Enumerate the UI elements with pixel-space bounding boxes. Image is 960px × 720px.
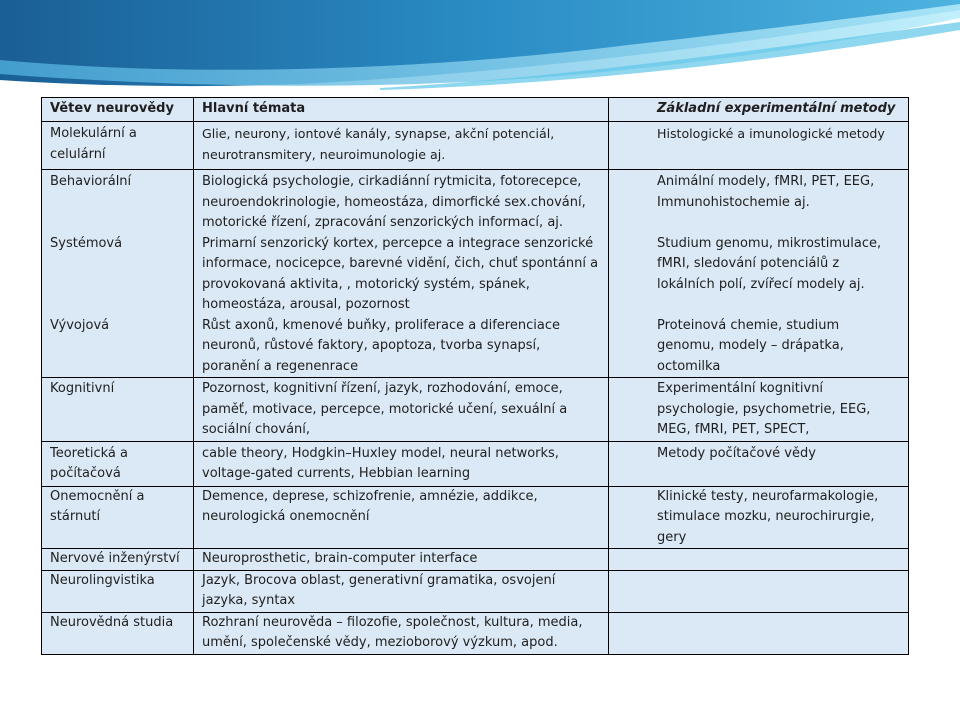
- topics-cell: Neuroprosthetic, brain-computer interface: [194, 549, 609, 571]
- topics-cell: Pozornost, kognitivní řízení, jazyk, rozhodování, emoce, paměť, motivace, percepce, motorické učení, sexuální a sociální chování,: [194, 378, 609, 442]
- methods-cell: Klinické testy, neurofarmakologie, stimulace mozku, neurochirurgie, gery: [609, 486, 909, 549]
- topics-cell: Demence, deprese, schizofrenie, amnézie, addikce, neurologická onemocnění: [194, 486, 609, 549]
- table-row: [42, 316, 909, 378]
- branch-cell: Onemocnění a stárnutí: [42, 486, 194, 549]
- topics-cell: Biologická psychologie, cirkadiánní rytmicita, fotorecepce, neuroendokrinologie, homeostáza, dimorfické sex.chování, motorické řízení, zpracování senzorických informací, aj.: [194, 170, 609, 234]
- table-row: [42, 122, 909, 170]
- decorative-banner: [0, 0, 960, 90]
- methods-cell: Metody počítačové vědy: [609, 441, 909, 486]
- table-row: [42, 612, 909, 654]
- branch-cell: Neurovědná studia: [42, 612, 194, 654]
- header-methods: Základní experimentální metody: [609, 98, 909, 122]
- table-row: [42, 486, 909, 549]
- table-row: [42, 234, 909, 316]
- methods-cell: [609, 612, 909, 654]
- branch-cell: Neurolingvistika: [42, 570, 194, 612]
- topics-cell: Jazyk, Brocova oblast, generativní gramatika, osvojení jazyka, syntax: [194, 570, 609, 612]
- methods-cell: Studium genomu, mikrostimulace, fMRI, sledování potenciálů z lokálních polí, zvířecí modely aj.: [609, 234, 909, 316]
- table-row: [42, 549, 909, 571]
- topics-cell: Glie, neurony, iontové kanály, synapse, akční potenciál, neurotransmitery, neuroimunologie aj.: [194, 122, 609, 170]
- table-row: [42, 570, 909, 612]
- methods-cell: Animální modely, fMRI, PET, EEG, Immunohistochemie aj.: [609, 170, 909, 234]
- topics-cell: cable theory, Hodgkin–Huxley model, neural networks, voltage-gated currents, Hebbian learning: [194, 441, 609, 486]
- table-row: [42, 378, 909, 442]
- methods-cell: Experimentální kognitivní psychologie, psychometrie, EEG, MEG, fMRI, PET, SPECT,: [609, 378, 909, 442]
- branch-cell: Nervové inženýrství: [42, 549, 194, 571]
- neuroscience-branches-table: [41, 97, 909, 655]
- branch-cell: Kognitivní: [42, 378, 194, 442]
- branch-cell: Teoretická a počítačová: [42, 441, 194, 486]
- topics-cell: Primarní senzorický kortex, percepce a integrace senzorické informace, nocicepce, barevné vidění, čich, chuť spontánní a provokovaná aktivita, , motorický systém, spánek, homeostáza, arousal, pozornost: [194, 234, 609, 316]
- branch-cell: Systémová: [42, 234, 194, 316]
- topics-cell: Růst axonů, kmenové buňky, proliferace a diferenciace neuronů, růstové faktory, apoptoza, tvorba synapsí, poranění a regenenrace: [194, 316, 609, 378]
- table-header-row: [42, 98, 909, 122]
- branch-cell: Vývojová: [42, 316, 194, 378]
- methods-cell: Proteinová chemie, studium genomu, modely – drápatka, octomilka: [609, 316, 909, 378]
- methods-cell: [609, 549, 909, 571]
- header-topics: Hlavní témata: [194, 98, 609, 122]
- header-branch: Větev neurovědy: [42, 98, 194, 122]
- table-row: [42, 170, 909, 234]
- methods-cell: Histologické a imunologické metody: [609, 122, 909, 170]
- methods-cell: [609, 570, 909, 612]
- table-row: [42, 441, 909, 486]
- banner-waves: [0, 0, 960, 90]
- branch-cell: Behaviorální: [42, 170, 194, 234]
- topics-cell: Rozhraní neurověda – filozofie, společnost, kultura, media, umění, společenské vědy, mezioborový výzkum, apod.: [194, 612, 609, 654]
- branch-cell: Molekulární a celulární: [42, 122, 194, 170]
